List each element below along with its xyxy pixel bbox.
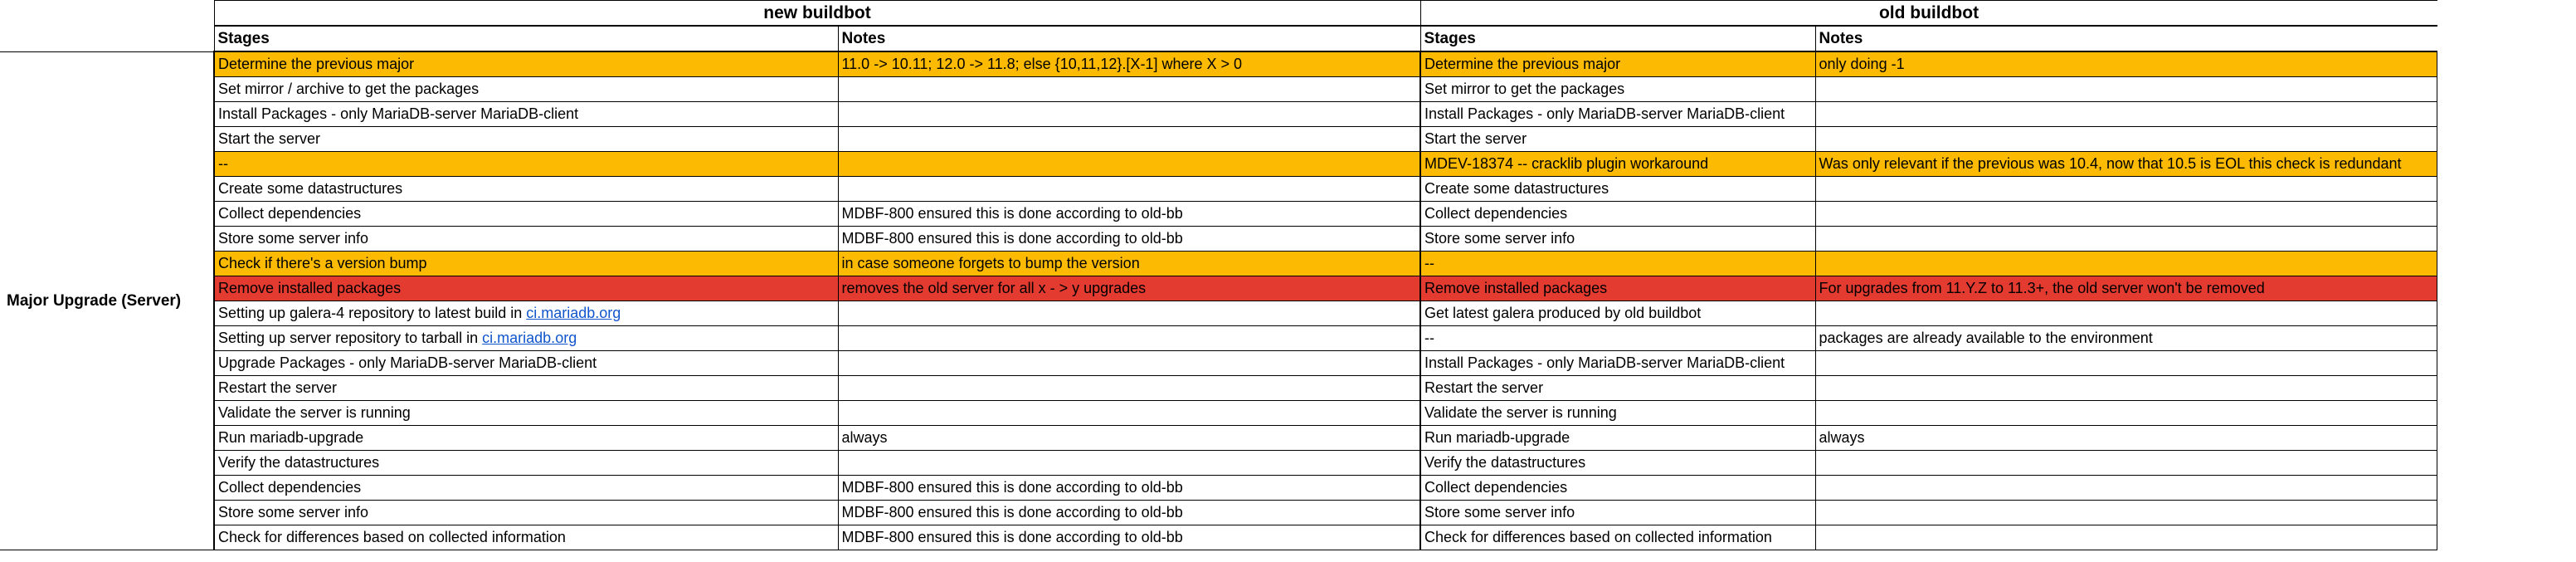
old-note-cell[interactable] bbox=[1815, 501, 2437, 525]
blank-corner-cell-2[interactable] bbox=[0, 26, 214, 51]
new-note-cell[interactable] bbox=[838, 102, 1420, 127]
table-row bbox=[0, 326, 2437, 351]
old-stage-cell[interactable]: Set mirror to get the packages bbox=[1420, 77, 1815, 102]
old-stage-cell[interactable]: Collect dependencies bbox=[1420, 202, 1815, 227]
new-stage-cell[interactable]: Collect dependencies bbox=[214, 476, 838, 501]
new-note-cell[interactable]: 11.0 -> 10.11; 12.0 -> 11.8; else {10,11,12}.[X-1] where X > 0 bbox=[838, 51, 1420, 77]
new-note-cell[interactable]: MDBF-800 ensured this is done according to old-bb bbox=[838, 501, 1420, 525]
header-row-top bbox=[0, 1, 2437, 27]
table-row bbox=[0, 376, 2437, 401]
old-stage-cell[interactable]: -- bbox=[1420, 252, 1815, 276]
old-stage-cell[interactable]: MDEV-18374 -- cracklib plugin workaround bbox=[1420, 152, 1815, 177]
new-stage-cell[interactable]: Determine the previous major bbox=[214, 51, 838, 77]
old-stage-cell[interactable]: Determine the previous major bbox=[1420, 51, 1815, 77]
table-row bbox=[0, 501, 2437, 525]
new-note-cell[interactable] bbox=[838, 127, 1420, 152]
blank-corner-cell[interactable] bbox=[0, 1, 214, 27]
old-stage-cell[interactable]: Create some datastructures bbox=[1420, 177, 1815, 202]
new-notes-header[interactable]: Notes bbox=[838, 26, 1420, 51]
new-note-cell[interactable] bbox=[838, 301, 1420, 326]
old-note-cell[interactable] bbox=[1815, 351, 2437, 376]
new-stage-cell[interactable]: Upgrade Packages - only MariaDB-server MariaDB-client bbox=[214, 351, 838, 376]
old-stage-cell[interactable]: Restart the server bbox=[1420, 376, 1815, 401]
ci-mariadb-link[interactable]: ci.mariadb.org bbox=[526, 305, 621, 321]
old-note-cell[interactable] bbox=[1815, 301, 2437, 326]
new-note-cell[interactable]: in case someone forgets to bump the version bbox=[838, 252, 1420, 276]
group-label-cell[interactable]: Major Upgrade (Server) bbox=[0, 51, 214, 550]
old-note-cell[interactable] bbox=[1815, 252, 2437, 276]
table-row bbox=[0, 152, 2437, 177]
old-stage-cell[interactable]: Get latest galera produced by old buildbot bbox=[1420, 301, 1815, 326]
new-stage-cell[interactable]: -- bbox=[214, 152, 838, 177]
empty-sheet-area[interactable] bbox=[2437, 0, 2576, 562]
old-note-cell[interactable]: For upgrades from 11.Y.Z to 11.3+, the old server won't be removed bbox=[1815, 276, 2437, 301]
header-row-sub bbox=[0, 26, 2437, 51]
stage-text: Setting up galera-4 repository to latest build in bbox=[218, 305, 527, 321]
table-row bbox=[0, 351, 2437, 376]
old-stage-cell[interactable]: Install Packages - only MariaDB-server MariaDB-client bbox=[1420, 102, 1815, 127]
table-row bbox=[0, 177, 2437, 202]
table-row bbox=[0, 202, 2437, 227]
table-row bbox=[0, 451, 2437, 476]
new-stage-cell[interactable]: Collect dependencies bbox=[214, 202, 838, 227]
old-notes-header[interactable]: Notes bbox=[1815, 26, 2437, 51]
new-note-cell[interactable]: MDBF-800 ensured this is done according to old-bb bbox=[838, 227, 1420, 252]
old-stage-cell[interactable]: Verify the datastructures bbox=[1420, 451, 1815, 476]
table-row bbox=[0, 77, 2437, 102]
old-stage-cell[interactable]: Run mariadb-upgrade bbox=[1420, 426, 1815, 451]
table-row bbox=[0, 51, 2437, 77]
old-stage-cell[interactable]: Store some server info bbox=[1420, 501, 1815, 525]
old-stage-cell[interactable]: Check for differences based on collected information bbox=[1420, 525, 1815, 550]
old-stage-cell[interactable]: Install Packages - only MariaDB-server MariaDB-client bbox=[1420, 351, 1815, 376]
new-note-cell[interactable]: MDBF-800 ensured this is done according to old-bb bbox=[838, 202, 1420, 227]
new-stage-cell[interactable] bbox=[214, 301, 838, 326]
old-note-cell[interactable] bbox=[1815, 202, 2437, 227]
table-row bbox=[0, 525, 2437, 550]
ci-mariadb-link[interactable]: ci.mariadb.org bbox=[482, 330, 577, 346]
table-row bbox=[0, 476, 2437, 501]
table-row bbox=[0, 127, 2437, 152]
new-note-cell[interactable] bbox=[838, 351, 1420, 376]
new-note-cell[interactable] bbox=[838, 152, 1420, 177]
table-row bbox=[0, 227, 2437, 252]
new-note-cell[interactable] bbox=[838, 177, 1420, 202]
old-note-cell[interactable] bbox=[1815, 77, 2437, 102]
table-body bbox=[0, 51, 2437, 550]
old-note-cell[interactable] bbox=[1815, 376, 2437, 401]
old-note-cell[interactable] bbox=[1815, 525, 2437, 550]
old-stage-cell[interactable]: Collect dependencies bbox=[1420, 476, 1815, 501]
old-note-cell[interactable] bbox=[1815, 476, 2437, 501]
table-row bbox=[0, 401, 2437, 426]
new-stage-cell[interactable]: Check for differences based on collected information bbox=[214, 525, 838, 550]
new-note-cell[interactable] bbox=[838, 376, 1420, 401]
new-note-cell[interactable]: MDBF-800 ensured this is done according to old-bb bbox=[838, 525, 1420, 550]
old-stage-cell[interactable]: -- bbox=[1420, 326, 1815, 351]
old-note-cell[interactable]: Was only relevant if the previous was 10.4, now that 10.5 is EOL this check is redundant bbox=[1815, 152, 2437, 177]
old-note-cell[interactable] bbox=[1815, 177, 2437, 202]
old-stage-cell[interactable]: Remove installed packages bbox=[1420, 276, 1815, 301]
old-stage-cell[interactable]: Validate the server is running bbox=[1420, 401, 1815, 426]
table-row bbox=[0, 252, 2437, 276]
table-row bbox=[0, 426, 2437, 451]
old-note-cell[interactable] bbox=[1815, 451, 2437, 476]
new-note-cell[interactable] bbox=[838, 451, 1420, 476]
new-stage-cell[interactable]: Verify the datastructures bbox=[214, 451, 838, 476]
old-note-cell[interactable] bbox=[1815, 227, 2437, 252]
table-row bbox=[0, 301, 2437, 326]
new-stage-cell[interactable] bbox=[214, 326, 838, 351]
new-note-cell[interactable]: MDBF-800 ensured this is done according to old-bb bbox=[838, 476, 1420, 501]
new-stage-cell[interactable]: Run mariadb-upgrade bbox=[214, 426, 838, 451]
old-note-cell[interactable] bbox=[1815, 127, 2437, 152]
table-row bbox=[0, 102, 2437, 127]
table-row bbox=[0, 276, 2437, 301]
new-stage-cell[interactable]: Restart the server bbox=[214, 376, 838, 401]
new-note-cell[interactable] bbox=[838, 77, 1420, 102]
old-note-cell[interactable] bbox=[1815, 102, 2437, 127]
new-note-cell[interactable]: always bbox=[838, 426, 1420, 451]
new-stages-header[interactable]: Stages bbox=[214, 26, 838, 51]
old-stage-cell[interactable]: Start the server bbox=[1420, 127, 1815, 152]
old-note-cell[interactable]: only doing -1 bbox=[1815, 51, 2437, 77]
new-stage-cell[interactable]: Install Packages - only MariaDB-server MariaDB-client bbox=[214, 102, 838, 127]
new-note-cell[interactable] bbox=[838, 401, 1420, 426]
new-stage-cell[interactable]: Remove installed packages bbox=[214, 276, 838, 301]
old-note-cell[interactable]: always bbox=[1815, 426, 2437, 451]
new-stage-cell[interactable]: Validate the server is running bbox=[214, 401, 838, 426]
stage-text: Setting up server repository to tarball in bbox=[218, 330, 483, 346]
old-note-cell[interactable]: packages are already available to the environment bbox=[1815, 326, 2437, 351]
new-note-cell[interactable]: removes the old server for all x - > y upgrades bbox=[838, 276, 1420, 301]
old-stage-cell[interactable]: Store some server info bbox=[1420, 227, 1815, 252]
new-stage-cell[interactable]: Store some server info bbox=[214, 227, 838, 252]
new-note-cell[interactable] bbox=[838, 326, 1420, 351]
new-stage-cell[interactable]: Set mirror / archive to get the packages bbox=[214, 77, 838, 102]
new-stage-cell[interactable]: Store some server info bbox=[214, 501, 838, 525]
old-note-cell[interactable] bbox=[1815, 401, 2437, 426]
new-buildbot-header[interactable]: new buildbot bbox=[214, 1, 1420, 27]
old-stages-header[interactable]: Stages bbox=[1420, 26, 1815, 51]
new-stage-cell[interactable]: Check if there's a version bump bbox=[214, 252, 838, 276]
new-stage-cell[interactable]: Create some datastructures bbox=[214, 177, 838, 202]
old-buildbot-header[interactable]: old buildbot bbox=[1420, 1, 2437, 27]
new-stage-cell[interactable]: Start the server bbox=[214, 127, 838, 152]
